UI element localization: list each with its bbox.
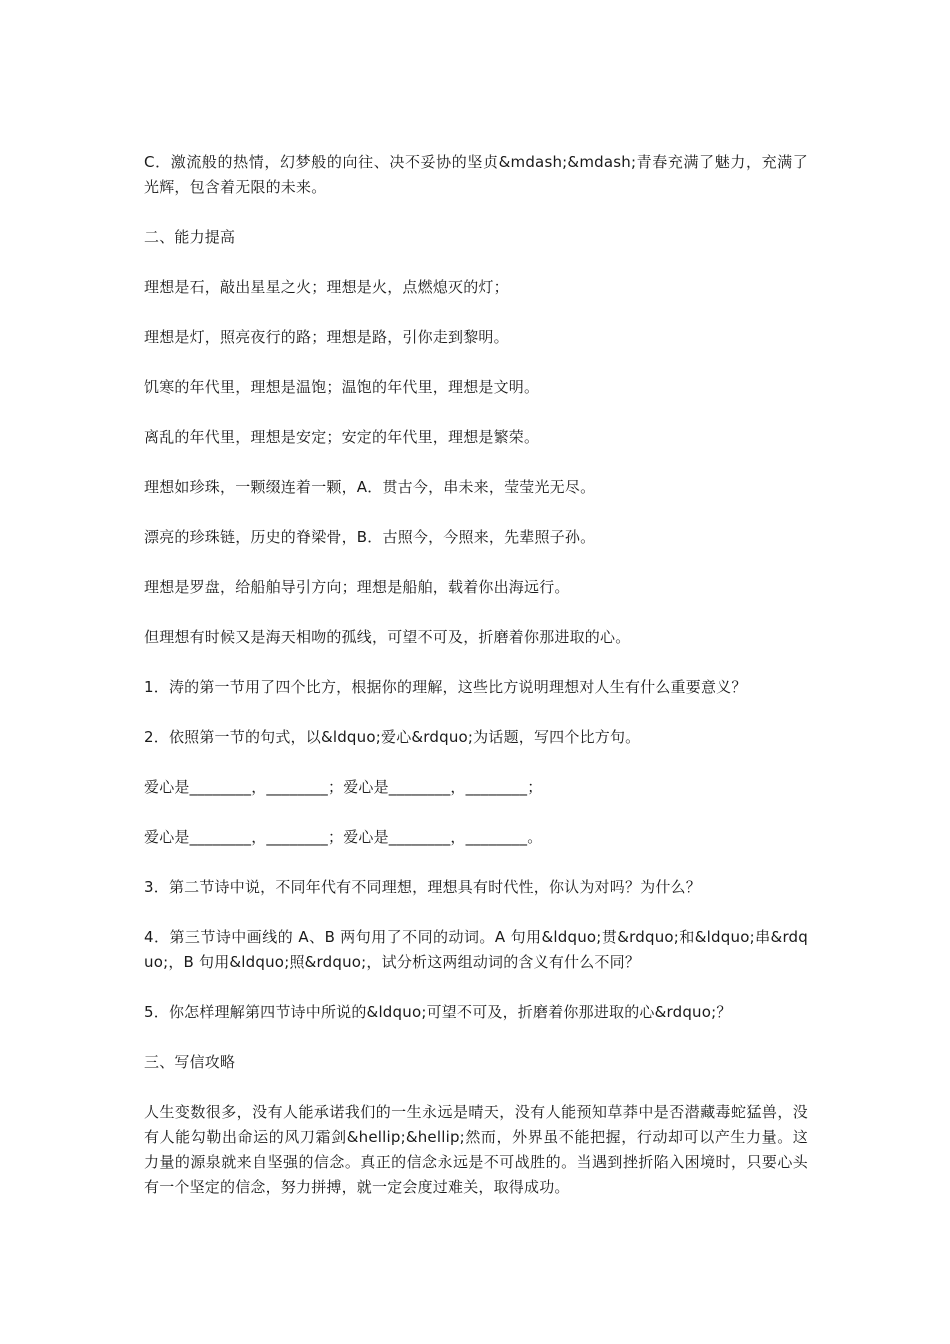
document-body <box>144 150 808 1225</box>
poem-line-3: 饥寒的年代里，理想是温饱；温饱的年代里，理想是文明。 <box>144 378 540 396</box>
poem-line-6: 漂亮的珍珠链，历史的脊梁骨，B．古照今，今照来，先辈照子孙。 <box>144 528 596 546</box>
question-5: 5．你怎样理解第四节诗中所说的&ldquo;可望不可及，折磨着你那进取的心&rdquo;？ <box>144 1003 732 1021</box>
fill-blank-line-2: 爱心是________，________；爱心是________，________。 <box>144 828 543 846</box>
poem-line-7: 理想是罗盘，给船舶导引方向；理想是船舶，载着你出海远行。 <box>144 578 570 596</box>
poem-line-2: 理想是灯，照亮夜行的路；理想是路，引你走到黎明。 <box>144 328 509 346</box>
question-4: 4．第三节诗中画线的 A、B 两句用了不同的动词。A 句用&ldquo;贯&rdquo;和&ldquo;串&rdquo;，B 句用&ldquo;照&rdquo;，试分析这两组动词的含义有什么不同？ <box>144 928 808 971</box>
question-3: 3．第二节诗中说，不同年代有不同理想，理想具有时代性，你认为对吗？为什么？ <box>144 878 701 896</box>
section-heading-ability: 二、能力提高 <box>144 228 236 246</box>
poem-line-1: 理想是石，敲出星星之火；理想是火，点燃熄灭的灯； <box>144 278 509 296</box>
poem-line-5: 理想如珍珠，一颗缀连着一颗，A．贯古今，串未来，莹莹光无尽。 <box>144 478 596 496</box>
question-1: 1．涛的第一节用了四个比方，根据你的理解，这些比方说明理想对人生有什么重要意义？ <box>144 678 747 696</box>
poem-line-4: 离乱的年代里，理想是安定；安定的年代里，理想是繁荣。 <box>144 428 540 446</box>
option-c-paragraph: C．激流般的热情，幻梦般的向往、决不妥协的坚贞&mdash;&mdash;青春充满了魅力，充满了光辉，包含着无限的未来。 <box>144 153 808 196</box>
section-heading-letter: 三、写信攻略 <box>144 1053 236 1071</box>
poem-line-8: 但理想有时候又是海天相吻的孤线，可望不可及，折磨着你那进取的心。 <box>144 628 631 646</box>
fill-blank-line-1: 爱心是________，________；爱心是________，________； <box>144 778 543 796</box>
letter-strategy-paragraph: 人生变数很多，没有人能承诺我们的一生永远是晴天，没有人能预知草莽中是否潜藏毒蛇猛兽，没有人能勾勒出命运的风刀霜剑&hellip;&hellip;然而，外界虽不能把握，行动却可以产生力量。这力量的源泉就来自坚强的信念。真正的信念永远是不可战胜的。当遇到挫折陷入困境时，只要心头有一个坚定的信念，努力拼搏，就一定会度过难关，取得成功。 <box>144 1103 808 1196</box>
question-2: 2．依照第一节的句式，以&ldquo;爱心&rdquo;为话题，写四个比方句。 <box>144 728 641 746</box>
